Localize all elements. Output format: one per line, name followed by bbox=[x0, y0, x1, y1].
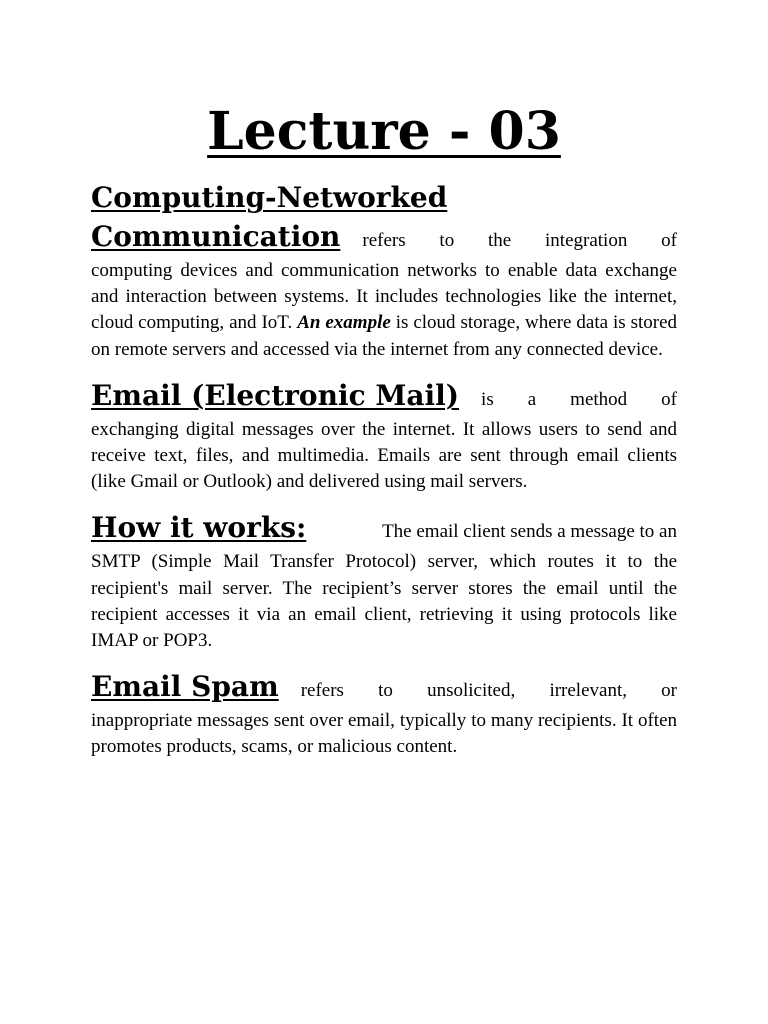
section-first-line bbox=[91, 220, 677, 258]
section-email-spam bbox=[91, 670, 677, 760]
lead-words bbox=[481, 383, 677, 417]
body-text: computing devices and communication networks to enable data exchange and interaction between systems. It includes technologies like the internet, cloud computing, and IoT. bbox=[91, 260, 677, 334]
document-page bbox=[91, 92, 677, 761]
section-body bbox=[91, 258, 677, 363]
section-heading: Email (Electronic Mail) bbox=[91, 378, 460, 412]
lead-text: The email client sends a message to an bbox=[382, 521, 677, 543]
section-heading: Communication bbox=[91, 220, 341, 253]
lead-word: a bbox=[527, 388, 537, 410]
lead-word: is bbox=[481, 388, 494, 410]
lead-word: refers bbox=[300, 680, 344, 702]
lead-word: refers bbox=[362, 230, 406, 251]
lead-words bbox=[362, 224, 677, 258]
section-first-line bbox=[91, 670, 677, 708]
section-body: inappropriate messages sent over email, typically to many recipients. It often promotes products, scams, or malicious content. bbox=[91, 710, 677, 758]
page-title bbox=[91, 92, 677, 172]
section-email bbox=[91, 379, 677, 496]
section-body: SMTP (Simple Mail Transfer Protocol) server, which routes it to the recipient's mail server. The recipient’s server stores the email until the recipient accesses it via an email client, retrieving it using protocols like IMAP or POP3. bbox=[91, 551, 677, 652]
section-first-line bbox=[91, 379, 677, 417]
lead-word: to bbox=[378, 680, 393, 702]
section-how-it-works bbox=[91, 511, 677, 654]
body-text: is cloud storage, where data is stored on remote servers and accessed via the internet from any connected device. bbox=[91, 312, 678, 360]
lead-word: method bbox=[570, 388, 628, 410]
lead-word: integration bbox=[545, 230, 628, 251]
section-computing-networked bbox=[91, 176, 677, 363]
lead-word: irrelevant, bbox=[549, 680, 627, 702]
section-heading-line1 bbox=[91, 176, 677, 220]
lead-word: of bbox=[661, 388, 677, 410]
section-heading: How it works: bbox=[91, 511, 307, 545]
section-heading: Email Spam bbox=[91, 670, 279, 704]
lead-word: the bbox=[488, 230, 512, 251]
page-title-text: Lecture - 03 bbox=[207, 101, 561, 162]
lead-word: or bbox=[661, 680, 677, 702]
lead-word: to bbox=[439, 230, 455, 251]
section-body: exchanging digital messages over the internet. It allows users to send and receive text, files, and multimedia. Emails are sent through email clients (like Gmail or Outlook) and delivered using mail servers. bbox=[91, 418, 677, 493]
lead-word: unsolicited, bbox=[427, 680, 516, 702]
section-first-line bbox=[91, 511, 677, 549]
lead-words bbox=[301, 674, 677, 708]
emphasis-text: An example bbox=[297, 312, 391, 334]
lead-word: of bbox=[661, 230, 677, 251]
section-heading: Computing-Networked bbox=[91, 181, 448, 214]
